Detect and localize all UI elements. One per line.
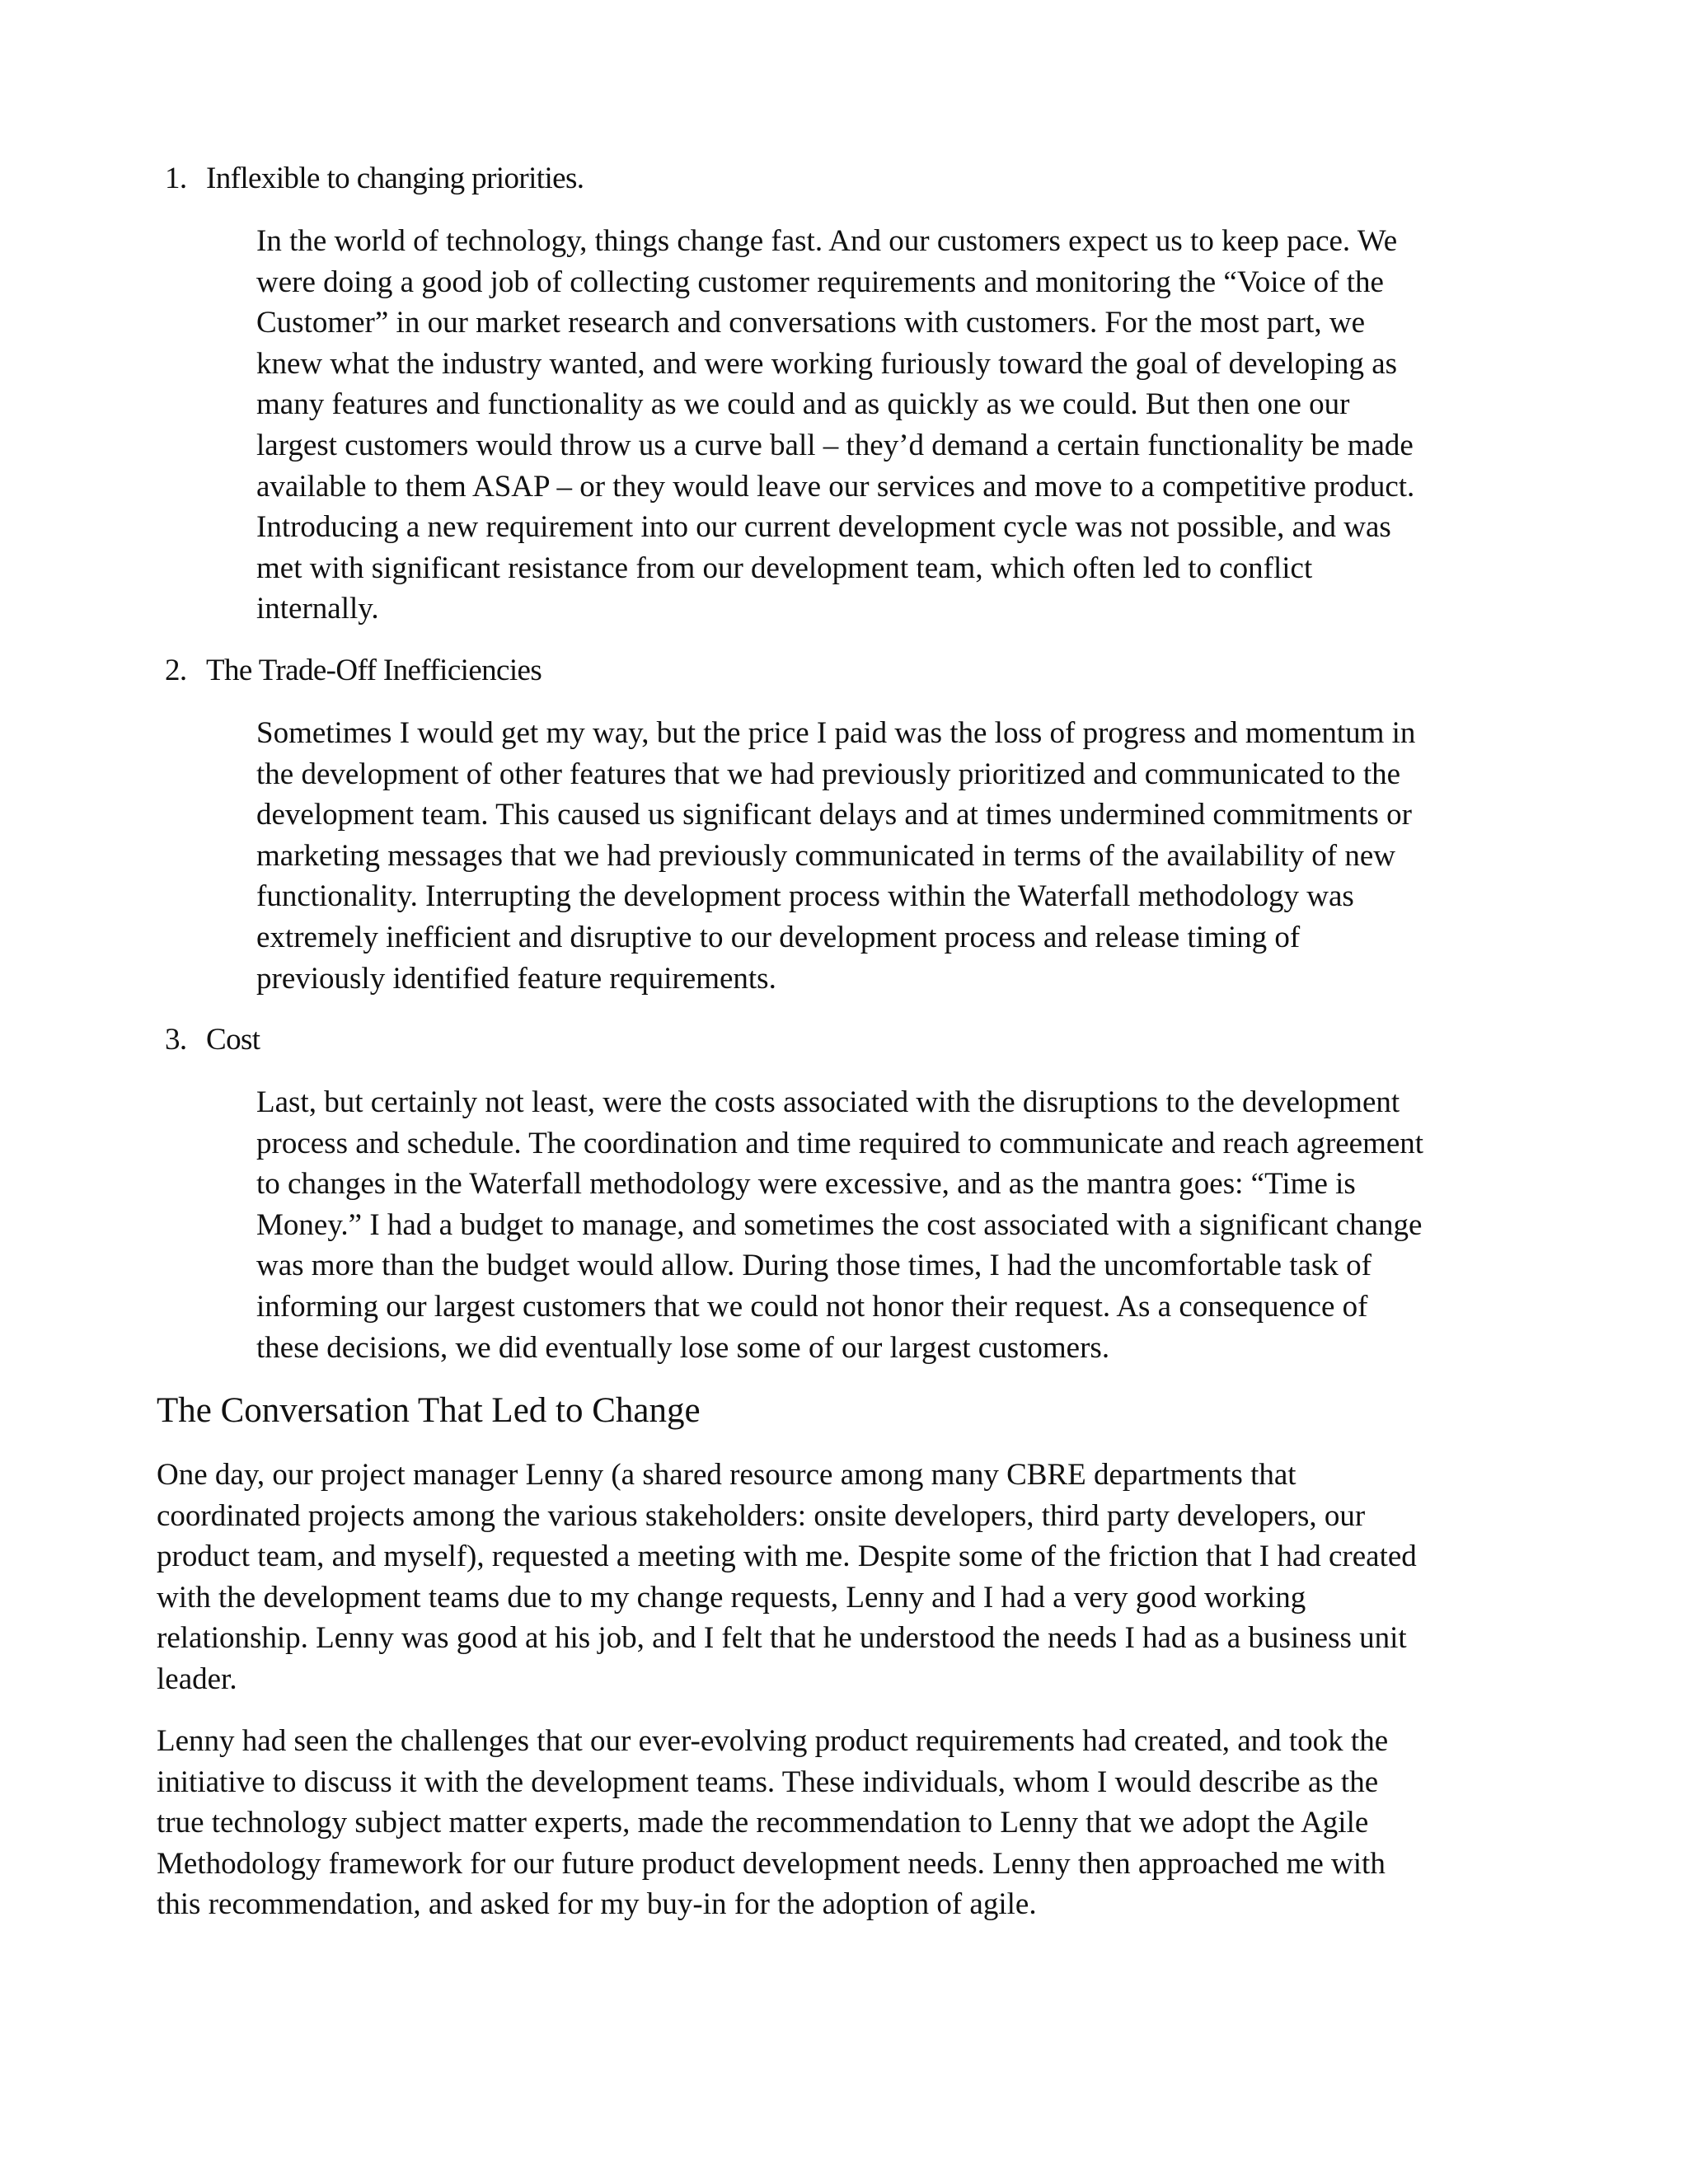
paragraph-line: In the world of technology, things change fast. And our customers expect us to keep pace. We: [256, 224, 1398, 258]
paragraph-line: Lenny had seen the challenges that our ever-evolving product requirements had created, and took the: [157, 1724, 1389, 1758]
paragraph-line: available to them ASAP – or they would leave our services and move to a competitive product.: [256, 469, 1415, 504]
paragraph-line: was more than the budget would allow. During those times, I had the uncomfortable task of: [256, 1249, 1372, 1283]
paragraph-line: development team. This caused us significant delays and at times undermined commitments or: [256, 798, 1412, 832]
paragraph-line: largest customers would throw us a curve ball – they’d demand a certain functionality be made: [256, 428, 1414, 462]
paragraph-line: with the development teams due to my change requests, Lenny and I had a very good working: [157, 1580, 1306, 1615]
list-item-2-title: [165, 650, 542, 691]
paragraph-line: were doing a good job of collecting customer requirements and monitoring the “Voice of the: [256, 265, 1384, 299]
list-item-1-number: 1.: [165, 162, 187, 195]
paragraph-line: Sometimes I would get my way, but the price I paid was the loss of progress and momentum in: [256, 716, 1416, 750]
paragraph-line: functionality. Interrupting the development process within the Waterfall methodology was: [256, 879, 1354, 914]
paragraph-line: leader.: [157, 1661, 237, 1696]
list-item-3-heading: Cost: [206, 1023, 260, 1057]
paragraph-line: coordinated projects among the various stakeholders: onsite developers, third party developers, our: [157, 1498, 1366, 1533]
paragraph-line: previously identified feature requirements.: [256, 961, 776, 996]
list-item-1-paragraph: [256, 221, 1414, 630]
paragraph-line: marketing messages that we had previously communicated in terms of the availability of new: [256, 838, 1395, 873]
list-item-2-paragraph: [256, 713, 1415, 999]
paragraph-line: extremely inefficient and disruptive to our development process and release timing of: [256, 920, 1301, 954]
list-item-1-heading: Inflexible to changing priorities.: [206, 162, 584, 195]
paragraph-line: the development of other features that we had previously prioritized and communicated to the: [256, 757, 1401, 791]
paragraph-line: true technology subject matter experts, made the recommendation to Lenny that we adopt the Agile: [157, 1806, 1369, 1840]
list-item-2-heading: The Trade-Off Inefficiencies: [206, 654, 542, 687]
body-paragraph-1: [157, 1455, 1417, 1700]
paragraph-line: this recommendation, and asked for my buy-in for the adoption of agile.: [157, 1887, 1037, 1922]
paragraph-line: One day, our project manager Lenny (a shared resource among many CBRE departments that: [157, 1458, 1296, 1492]
paragraph-line: internally.: [256, 592, 379, 626]
paragraph-line: relationship. Lenny was good at his job, and I felt that he understood the needs I had as a business unit: [157, 1621, 1407, 1656]
paragraph-line: Customer” in our market research and conversations with customers. For the most part, we: [256, 306, 1366, 340]
paragraph-line: to changes in the Waterfall methodology were excessive, and as the mantra goes: “Time is: [256, 1167, 1356, 1202]
section-heading: The Conversation That Led to Change: [157, 1391, 701, 1430]
paragraph-line: process and schedule. The coordination and time required to communicate and reach agreement: [256, 1126, 1424, 1160]
paragraph-line: Methodology framework for our future product development needs. Lenny then approached me with: [157, 1846, 1386, 1881]
paragraph-line: product team, and myself), requested a meeting with me. Despite some of the friction that I had created: [157, 1540, 1417, 1574]
paragraph-line: Last, but certainly not least, were the costs associated with the disruptions to the development: [256, 1085, 1400, 1119]
paragraph-line: these decisions, we did eventually lose some of our largest customers.: [256, 1330, 1110, 1365]
list-item-3-paragraph: [256, 1082, 1423, 1368]
body-paragraph-2: [157, 1721, 1388, 1925]
list-item-3-title: [165, 1019, 260, 1061]
list-item-2-number: 2.: [165, 654, 187, 687]
paragraph-line: initiative to discuss it with the development teams. These individuals, whom I would describe as the: [157, 1765, 1379, 1799]
paragraph-line: met with significant resistance from our development team, which often led to conflict: [256, 551, 1313, 585]
paragraph-line: informing our largest customers that we could not honor their request. As a consequence of: [256, 1289, 1368, 1324]
list-item-1-title: [165, 158, 584, 199]
paragraph-line: Introducing a new requirement into our current development cycle was not possible, and was: [256, 510, 1391, 545]
paragraph-line: many features and functionality as we could and as quickly as we could. But then one our: [256, 387, 1350, 422]
paragraph-line: knew what the industry wanted, and were working furiously toward the goal of developing as: [256, 346, 1398, 381]
paragraph-line: Money.” I had a budget to manage, and sometimes the cost associated with a significant change: [256, 1207, 1423, 1242]
list-item-3-number: 3.: [165, 1023, 187, 1057]
